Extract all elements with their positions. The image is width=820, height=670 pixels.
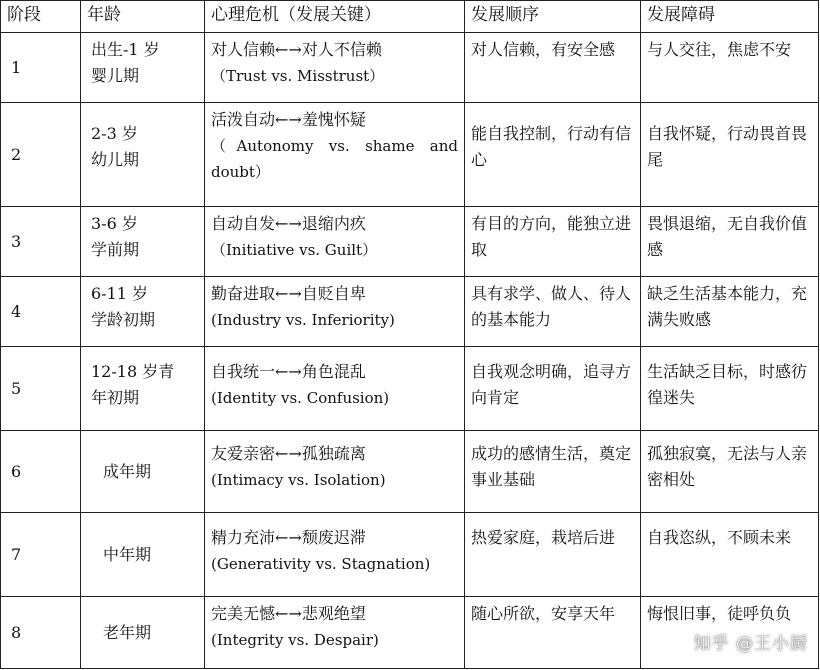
stage-cell: 3 (1, 207, 81, 277)
stage-cell: 1 (1, 33, 81, 103)
crisis-cell (205, 277, 465, 347)
crisis-cell (205, 207, 465, 277)
age-cell (81, 207, 205, 277)
age-cell (81, 277, 205, 347)
age-period: 年初期 (91, 388, 140, 407)
obstacle-cell: 自我恣纵，不顾未来 (641, 513, 819, 597)
crisis-en: (Integrity vs. Despair) (211, 631, 379, 649)
crisis-cell (205, 347, 465, 431)
crisis-cell (205, 597, 465, 669)
crisis-en: (Intimacy vs. Isolation) (211, 471, 386, 489)
table-row (1, 513, 819, 597)
stage-cell: 7 (1, 513, 81, 597)
age-range: 6-11 岁 (91, 284, 149, 303)
obstacle-cell: 生活缺乏目标，时感彷徨迷失 (641, 347, 819, 431)
order-cell: 具有求学、做人、待人的基本能力 (465, 277, 641, 347)
age-cell (81, 103, 205, 207)
header-age: 年龄 (81, 1, 205, 33)
crisis-zh: 完美无憾←→悲观绝望 (211, 604, 366, 623)
header-row (1, 1, 819, 33)
age-range: 出生-1 岁 (91, 40, 160, 59)
stage-cell: 6 (1, 431, 81, 513)
header-obstacle: 发展障碍 (641, 1, 819, 33)
age-range: 12-18 岁青 (91, 362, 175, 381)
age-range: 3-6 岁 (91, 214, 138, 233)
header-crisis: 心理危机（发展关键） (205, 1, 465, 33)
stage-cell: 8 (1, 597, 81, 669)
crisis-en: （Initiative vs. Guilt） (211, 241, 378, 259)
table-row (1, 103, 819, 207)
age-period: 学龄初期 (91, 310, 156, 329)
table-row (1, 277, 819, 347)
crisis-en: (Identity vs. Confusion) (211, 389, 390, 407)
crisis-en: (Generativity vs. Stagnation) (211, 555, 431, 573)
crisis-zh: 友爱亲密←→孤独疏离 (211, 444, 366, 463)
stage-cell: 2 (1, 103, 81, 207)
crisis-zh: 活泼自动←→羞愧怀疑 (211, 110, 366, 129)
table-row (1, 431, 819, 513)
crisis-cell (205, 513, 465, 597)
zhihu-watermark: 知乎 @王小厨 (693, 634, 808, 654)
order-cell: 自我观念明确，追寻方向肯定 (465, 347, 641, 431)
age-cell (81, 431, 205, 513)
order-cell: 热爱家庭，栽培后进 (465, 513, 641, 597)
obstacle-cell: 畏惧退缩，无自我价值感 (641, 207, 819, 277)
crisis-cell (205, 431, 465, 513)
crisis-zh: 勤奋进取←→自贬自卑 (211, 284, 366, 303)
crisis-zh: 对人信赖←→对人不信赖 (211, 40, 382, 59)
table-row (1, 33, 819, 103)
order-cell: 成功的感情生活，奠定事业基础 (465, 431, 641, 513)
age-cell (81, 33, 205, 103)
crisis-zh: 精力充沛←→颓废迟滞 (211, 528, 366, 547)
age-period: 婴儿期 (91, 66, 140, 85)
crisis-cell (205, 103, 465, 207)
crisis-zh: 自我统一←→角色混乱 (211, 362, 366, 381)
order-cell: 有目的方向，能独立进取 (465, 207, 641, 277)
header-stage: 阶段 (1, 1, 81, 33)
obstacle-cell: 自我怀疑，行动畏首畏尾 (641, 103, 819, 207)
age-period: 成年期 (103, 461, 152, 481)
crisis-en: (Industry vs. Inferiority) (211, 311, 395, 329)
stage-cell: 4 (1, 277, 81, 347)
age-period: 学前期 (91, 240, 140, 259)
stage-cell: 5 (1, 347, 81, 431)
order-cell: 对人信赖，有安全感 (465, 33, 641, 103)
crisis-en: （Trust vs. Misstrust） (211, 67, 385, 85)
age-range: 2-3 岁 (91, 124, 138, 143)
order-cell: 能自我控制，行动有信心 (465, 103, 641, 207)
table-row (1, 207, 819, 277)
obstacle-cell: 悔恨旧事，徒呼负负 (641, 597, 819, 669)
crisis-cell (205, 33, 465, 103)
crisis-en: （Autonomy vs. shame and doubt） (211, 137, 458, 181)
age-period: 幼儿期 (91, 150, 140, 169)
age-period: 老年期 (103, 622, 152, 642)
age-cell (81, 513, 205, 597)
header-order: 发展顺序 (465, 1, 641, 33)
age-period: 中年期 (103, 544, 152, 564)
obstacle-cell: 缺乏生活基本能力，充满失败感 (641, 277, 819, 347)
order-cell: 随心所欲，安享天年 (465, 597, 641, 669)
obstacle-cell: 孤独寂寞，无法与人亲密相处 (641, 431, 819, 513)
age-cell (81, 597, 205, 669)
table-row (1, 347, 819, 431)
crisis-zh: 自动自发←→退缩内疚 (211, 214, 366, 233)
age-cell (81, 347, 205, 431)
obstacle-cell: 与人交往，焦虑不安 (641, 33, 819, 103)
